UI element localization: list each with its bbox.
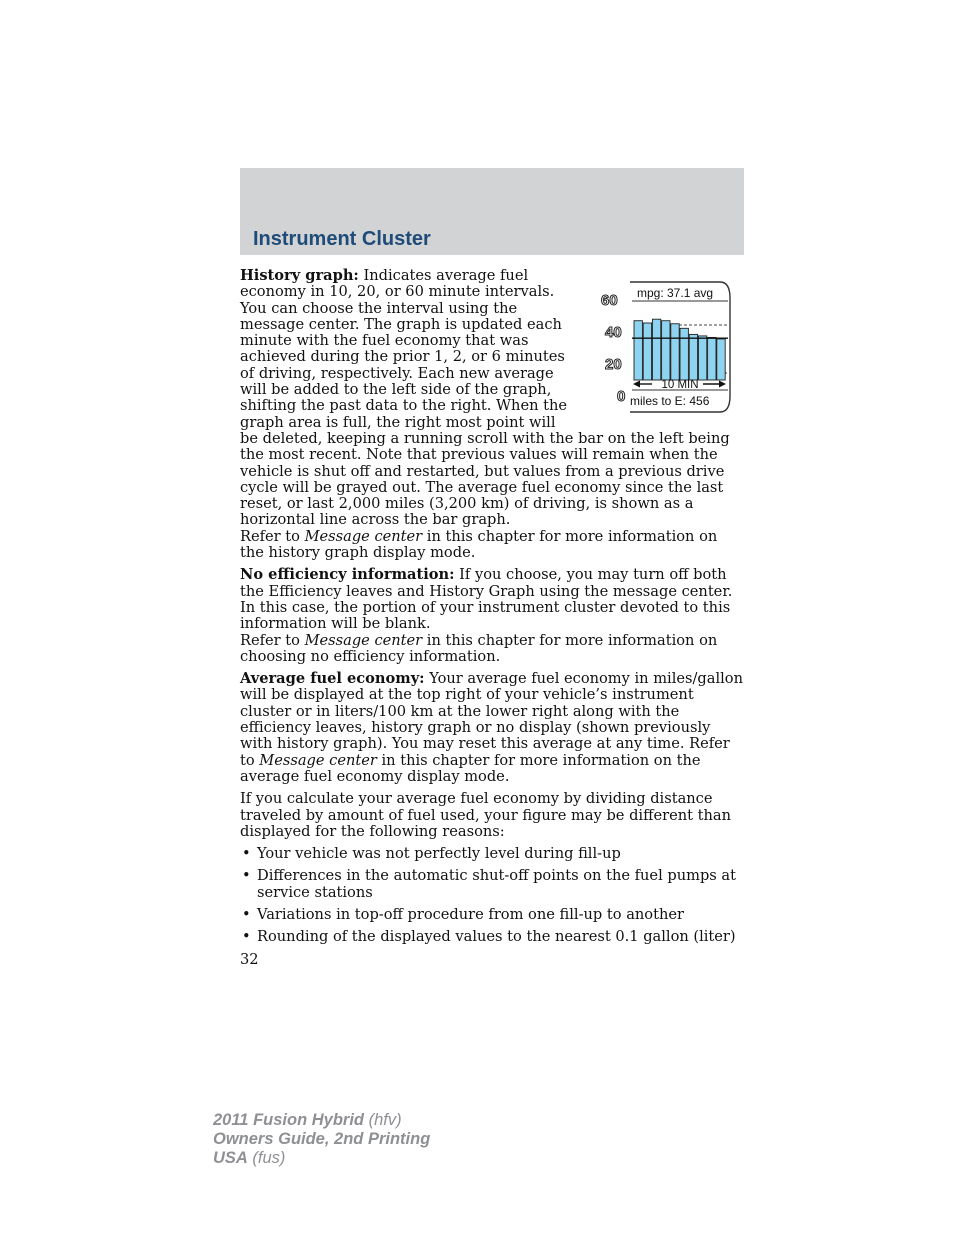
page-number: 32 — [240, 950, 259, 968]
interval-arrowhead-left — [633, 381, 640, 388]
no-efficiency-refer-prefix: Refer to — [240, 631, 305, 649]
footer-line-guide — [213, 1130, 430, 1149]
history-bar — [634, 321, 642, 380]
history-refer-paragraph — [240, 529, 744, 562]
miles-to-empty-label: miles to E: 456 — [630, 394, 710, 408]
footer-line-market — [213, 1149, 430, 1168]
average-fuel-economy-suffix: in this chapter for more information on the average fuel economy display mode. — [240, 751, 701, 785]
history-bar — [652, 319, 660, 380]
footer-guide: Owners Guide, 2nd Printing — [213, 1130, 431, 1148]
document-footer — [213, 1111, 430, 1168]
no-efficiency-refer-link: Message center — [304, 631, 423, 649]
history-bar — [671, 324, 679, 380]
history-bar — [680, 328, 688, 380]
average-fuel-economy-lead: Average fuel economy: — [240, 670, 425, 688]
list-item: • Variations in top-off procedure from one fill-up to another — [240, 907, 744, 923]
history-bar — [698, 336, 706, 380]
scale-label-60: 60 — [601, 292, 618, 309]
interval-label: 10 MIN — [661, 379, 699, 391]
list-item: • Rounding of the displayed values to the nearest 0.1 gallon (liter) — [240, 929, 744, 945]
interval-arrowhead-right — [719, 381, 726, 388]
history-refer-prefix: Refer to — [240, 527, 305, 545]
reasons-list — [240, 846, 744, 945]
footer-market: USA — [213, 1149, 248, 1167]
history-bar — [689, 334, 697, 380]
history-refer-suffix: in this chapter for more information on the history graph display mode. — [240, 527, 718, 562]
calculate-paragraph: If you calculate your average fuel economy by dividing distance traveled by amount of fuel used, your figure may be different than displayed for the following reasons: — [240, 790, 731, 840]
scale-label-20: 20 — [605, 356, 622, 373]
scale-label-0: 0 — [617, 388, 626, 405]
scale-label-40: 40 — [605, 324, 622, 341]
no-efficiency-lead: No efficiency information: — [240, 566, 455, 584]
history-bar — [708, 337, 716, 380]
no-efficiency-refer-paragraph — [240, 633, 744, 666]
history-graph-lead: History graph: — [240, 267, 359, 284]
no-efficiency-paragraph — [240, 567, 744, 632]
footer-model-code: (hfv) — [363, 1111, 402, 1129]
list-item: • Your vehicle was not perfectly level during fill-up — [240, 846, 744, 862]
average-fuel-economy-paragraph — [240, 671, 744, 785]
history-bar — [717, 339, 725, 380]
average-fuel-economy-text: Your average fuel economy in miles/gallon will be displayed at the top right of your vehicle’s instrument cluster or in liters/100 km at the lower right along with the efficiency leaves, history graph or no display (shown previously with history graph). You may reset this average at any time. Refer to — [240, 670, 743, 769]
footer-line-model — [213, 1111, 430, 1130]
average-refer-link: Message center — [259, 751, 377, 769]
page-content — [240, 268, 744, 968]
section-title: Instrument Cluster — [253, 228, 431, 250]
history-refer-link: Message center — [304, 527, 423, 545]
history-graph-figure — [580, 268, 756, 416]
list-item: • Differences in the automatic shut-off points on the fuel pumps at service stations — [240, 868, 744, 901]
history-bar — [662, 321, 670, 380]
no-efficiency-text: If you choose, you may turn off both the Efficiency leaves and History Graph using the message center. In this case, the portion of your instrument cluster devoted to this information will be blank. — [240, 566, 733, 633]
history-graph-display — [580, 268, 756, 416]
history-bars — [634, 319, 725, 380]
history-graph-text: Indicates average fuel economy in 10, 20, or 60 minute intervals. You can choose the interval using the message center. The graph is updated each minute with the fuel economy that was achieved during the prior 1, 2, or 6 minutes of driving, respectively. Each new average will be added to the left side of the graph, shifting the past data to the right. When the graph area is full, the right most point will be deleted, keeping a running scroll with the bar on the left being the most recent. Note that previous values will remain when the vehicle is shut off and restarted, but values from a previous drive cycle will be grayed out. The average fuel economy since the last reset, or last 2,000 miles (3,200 km) of driving, is shown as a horizontal line across the bar graph. — [240, 267, 730, 529]
section-header-band — [240, 168, 744, 255]
footer-market-code: (fus) — [247, 1149, 286, 1167]
footer-model: 2011 Fusion Hybrid — [213, 1111, 364, 1129]
history-bar — [643, 323, 651, 380]
mpg-average-label: mpg: 37.1 avg — [637, 286, 714, 300]
no-efficiency-refer-suffix: in this chapter for more information on choosing no efficiency information. — [240, 631, 718, 665]
